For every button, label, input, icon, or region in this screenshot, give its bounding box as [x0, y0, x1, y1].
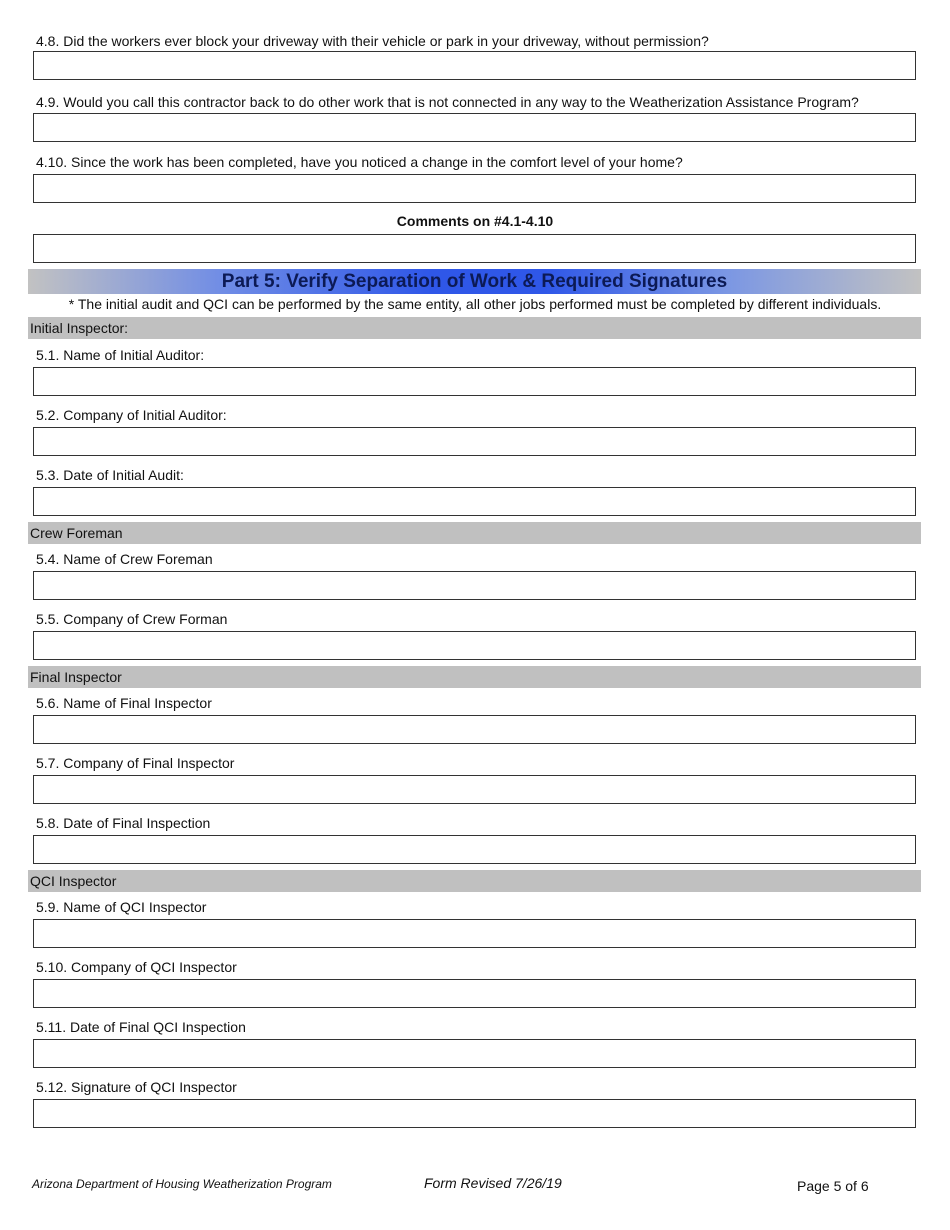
question-5-3: 5.3. Date of Initial Audit:	[36, 467, 184, 483]
section-initial-inspector: Initial Inspector:	[28, 317, 921, 339]
final-inspector-company-field[interactable]	[33, 775, 916, 804]
comments-field[interactable]	[33, 234, 916, 263]
qci-inspection-date-field[interactable]	[33, 1039, 916, 1068]
answer-field-4-9[interactable]	[33, 113, 916, 142]
question-4-8: 4.8. Did the workers ever block your driveway with their vehicle or park in your driveway, without permission?	[36, 33, 709, 49]
question-5-9: 5.9. Name of QCI Inspector	[36, 899, 207, 915]
separation-note: * The initial audit and QCI can be performed by the same entity, all other jobs performed must be completed by different individuals.	[68, 296, 882, 312]
final-inspection-date-field[interactable]	[33, 835, 916, 864]
question-5-11: 5.11. Date of Final QCI Inspection	[36, 1019, 246, 1035]
footer-organization: Arizona Department of Housing Weatherization Program	[32, 1177, 332, 1191]
question-4-9: 4.9. Would you call this contractor back to do other work that is not connected in any way to the Weatherization Assistance Program?	[36, 94, 859, 110]
question-4-10: 4.10. Since the work has been completed, have you noticed a change in the comfort level of your home?	[36, 154, 683, 170]
comments-heading: Comments on #4.1-4.10	[396, 213, 554, 229]
initial-audit-date-field[interactable]	[33, 487, 916, 516]
initial-auditor-company-field[interactable]	[33, 427, 916, 456]
question-5-7: 5.7. Company of Final Inspector	[36, 755, 235, 771]
question-5-1: 5.1. Name of Initial Auditor:	[36, 347, 205, 363]
question-5-10: 5.10. Company of QCI Inspector	[36, 959, 237, 975]
answer-field-4-10[interactable]	[33, 174, 916, 203]
question-5-2: 5.2. Company of Initial Auditor:	[36, 407, 227, 423]
question-5-8: 5.8. Date of Final Inspection	[36, 815, 211, 831]
footer-revision: Form Revised 7/26/19	[424, 1175, 562, 1191]
question-5-6: 5.6. Name of Final Inspector	[36, 695, 212, 711]
crew-foreman-name-field[interactable]	[33, 571, 916, 600]
question-5-5: 5.5. Company of Crew Forman	[36, 611, 228, 627]
question-5-4: 5.4. Name of Crew Foreman	[36, 551, 213, 567]
crew-foreman-company-field[interactable]	[33, 631, 916, 660]
section-crew-foreman: Crew Foreman	[28, 522, 921, 544]
final-inspector-name-field[interactable]	[33, 715, 916, 744]
qci-inspector-company-field[interactable]	[33, 979, 916, 1008]
question-5-12: 5.12. Signature of QCI Inspector	[36, 1079, 237, 1095]
qci-signature-field[interactable]	[33, 1099, 916, 1128]
section-final-inspector: Final Inspector	[28, 666, 921, 688]
footer-page-number: Page 5 of 6	[797, 1178, 869, 1194]
initial-auditor-name-field[interactable]	[33, 367, 916, 396]
section-qci-inspector: QCI Inspector	[28, 870, 921, 892]
qci-inspector-name-field[interactable]	[33, 919, 916, 948]
part5-title: Part 5: Verify Separation of Work & Required Signatures	[221, 270, 728, 292]
answer-field-4-8[interactable]	[33, 51, 916, 80]
part5-title-banner	[28, 269, 921, 294]
